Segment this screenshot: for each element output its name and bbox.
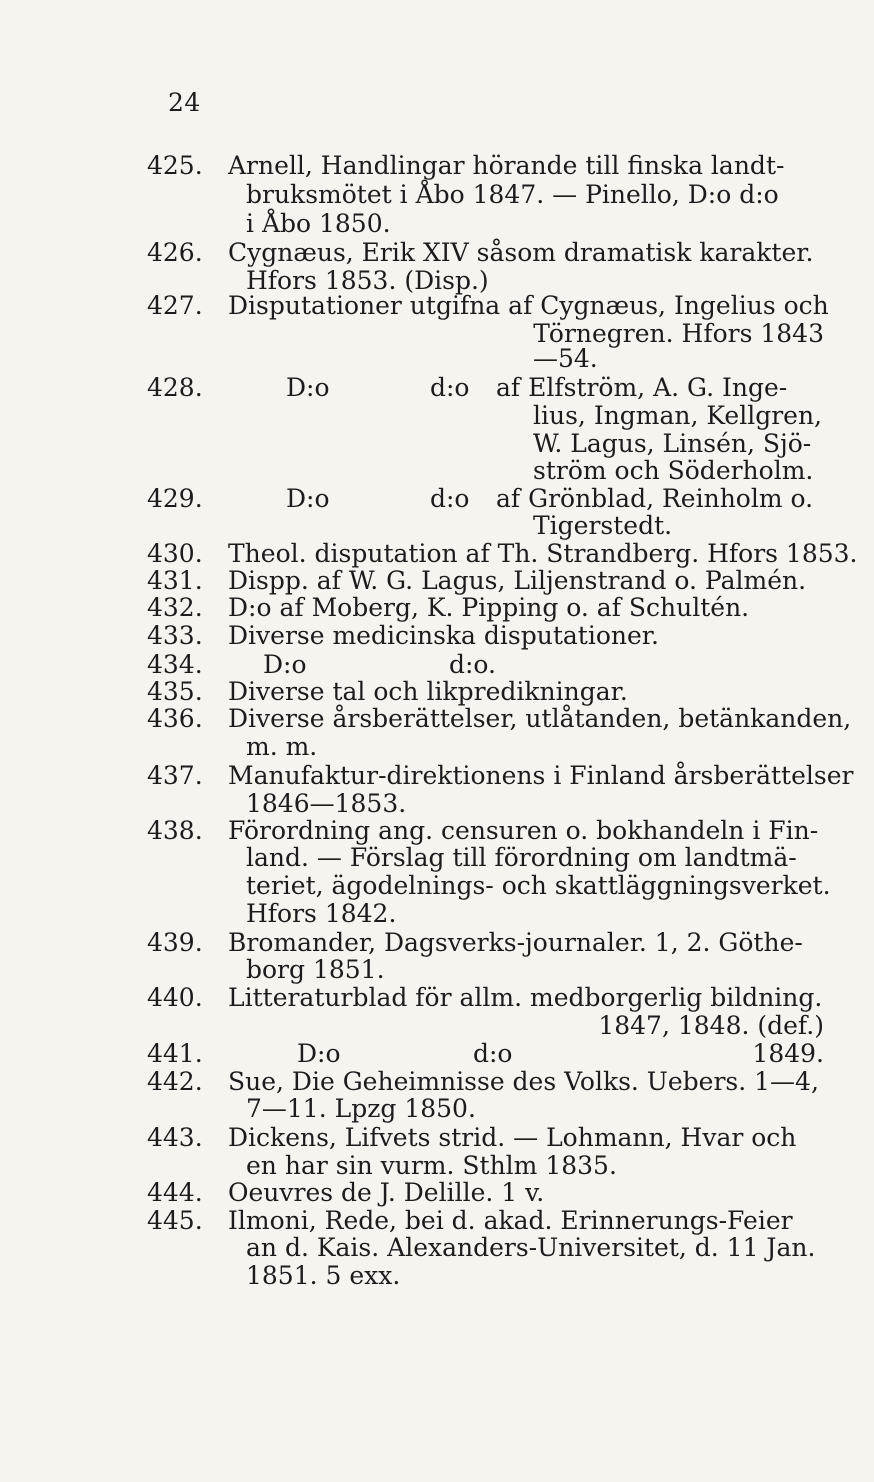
entry-text-line: Litteraturblad för allm. medborgerlig bildning.: [228, 983, 823, 1012]
entry-text-line: af Grönblad, Reinholm o.: [496, 484, 814, 513]
entry-ditto: D:o: [286, 484, 330, 513]
entry-number: 425.: [147, 151, 203, 180]
entry-number: 433.: [147, 621, 203, 650]
entry-number: 437.: [147, 761, 203, 790]
entry-text-line: Diverse medicinska disputationer.: [228, 621, 659, 650]
entry-text-line: 1846—1853.: [246, 789, 407, 818]
entry-text-line: Sue, Die Geheimnisse des Volks. Uebers. 1—4,: [228, 1067, 819, 1096]
entry-text-line: land. — Förslag till förordning om landtmä-: [246, 843, 797, 872]
entry-number: 441.: [147, 1039, 203, 1068]
entry-text-line: Diverse årsberättelser, utlåtanden, betänkanden,: [228, 704, 852, 733]
entry-text-line: ström och Söderholm.: [533, 456, 814, 485]
entry-number: 431.: [147, 566, 203, 595]
entry-text-line: Dickens, Lifvets strid. — Lohmann, Hvar och: [228, 1123, 797, 1152]
entry-text-line: Hfors 1853. (Disp.): [246, 266, 489, 295]
entry-ditto: D:o: [263, 650, 307, 679]
entry-number: 430.: [147, 539, 203, 568]
entry-text-line: 7—11. Lpzg 1850.: [246, 1094, 476, 1123]
entry-text-line: Arnell, Handlingar hörande till finska landt-: [228, 151, 785, 180]
entry-ditto: d:o: [430, 484, 470, 513]
entry-number: 426.: [147, 238, 203, 267]
entry-text-line: Dispp. af W. G. Lagus, Liljenstrand o. Palmén.: [228, 566, 807, 595]
entry-number: 432.: [147, 593, 203, 622]
entry-text-line: Diverse tal och likpredikningar.: [228, 677, 628, 706]
entry-text-line: Manufaktur-direktionens i Finland årsberättelser: [228, 761, 854, 790]
entry-text-line: teriet, ägodelnings- och skattläggningsverket.: [246, 871, 831, 900]
entry-text-line: Bromander, Dagsverks-journaler. 1, 2. Göthe-: [228, 928, 803, 957]
entry-number: 434.: [147, 650, 203, 679]
entry-text-line: an d. Kais. Alexanders-Universitet, d. 11 Jan.: [246, 1233, 816, 1262]
entry-text-line: af Elfström, A. G. Inge-: [496, 373, 788, 402]
entry-ditto: d:o: [430, 373, 470, 402]
entry-text-line: Hfors 1842.: [246, 899, 397, 928]
entry-number: 436.: [147, 704, 203, 733]
entry-text-line: Theol. disputation af Th. Strandberg. Hfors 1853.: [228, 539, 858, 568]
entry-number: 443.: [147, 1123, 203, 1152]
entry-text-line: 1847, 1848. (def.): [598, 1011, 824, 1040]
entry-text-line: —54.: [533, 344, 598, 373]
entry-text-line: Törnegren. Hfors 1843: [533, 319, 824, 348]
entry-number: 440.: [147, 983, 203, 1012]
entry-number: 444.: [147, 1178, 203, 1207]
entry-text-line: i Åbo 1850.: [246, 209, 391, 238]
entry-text-line: Ilmoni, Rede, bei d. akad. Erinnerungs-Feier: [228, 1206, 793, 1235]
entry-ditto: D:o: [297, 1039, 341, 1068]
entry-text-line: bruksmötet i Åbo 1847. — Pinello, D:o d:o: [246, 180, 779, 209]
entry-text-line: Förordning ang. censuren o. bokhandeln i Fin-: [228, 816, 819, 845]
entry-text-line: Cygnæus, Erik XIV såsom dramatisk karakter.: [228, 238, 814, 267]
entry-number: 439.: [147, 928, 203, 957]
entry-text-line: Oeuvres de J. Delille. 1 v.: [228, 1178, 545, 1207]
entry-text-line: m. m.: [246, 732, 318, 761]
page-number: 24: [168, 88, 201, 117]
entry-text-line: Tigerstedt.: [533, 511, 673, 540]
entry-ditto: d:o: [473, 1039, 513, 1068]
entry-number: 427.: [147, 291, 203, 320]
entry-ditto: D:o: [286, 373, 330, 402]
entry-number: 438.: [147, 816, 203, 845]
entry-text-line: 1849.: [752, 1039, 824, 1068]
entry-number: 435.: [147, 677, 203, 706]
entry-number: 442.: [147, 1067, 203, 1096]
entry-text-line: Disputationer utgifna af Cygnæus, Ingelius och: [228, 291, 829, 320]
entry-ditto: d:o.: [449, 650, 496, 679]
entry-text-line: 1851. 5 exx.: [246, 1261, 401, 1290]
entry-number: 428.: [147, 373, 203, 402]
entry-text-line: W. Lagus, Linsén, Sjö-: [533, 429, 812, 458]
entry-number: 429.: [147, 484, 203, 513]
entry-text-line: lius, Ingman, Kellgren,: [533, 401, 822, 430]
entry-number: 445.: [147, 1206, 203, 1235]
entry-text-line: borg 1851.: [246, 955, 385, 984]
entry-text-line: en har sin vurm. Sthlm 1835.: [246, 1151, 617, 1180]
entry-text-line: D:o af Moberg, K. Pipping o. af Schultén.: [228, 593, 750, 622]
